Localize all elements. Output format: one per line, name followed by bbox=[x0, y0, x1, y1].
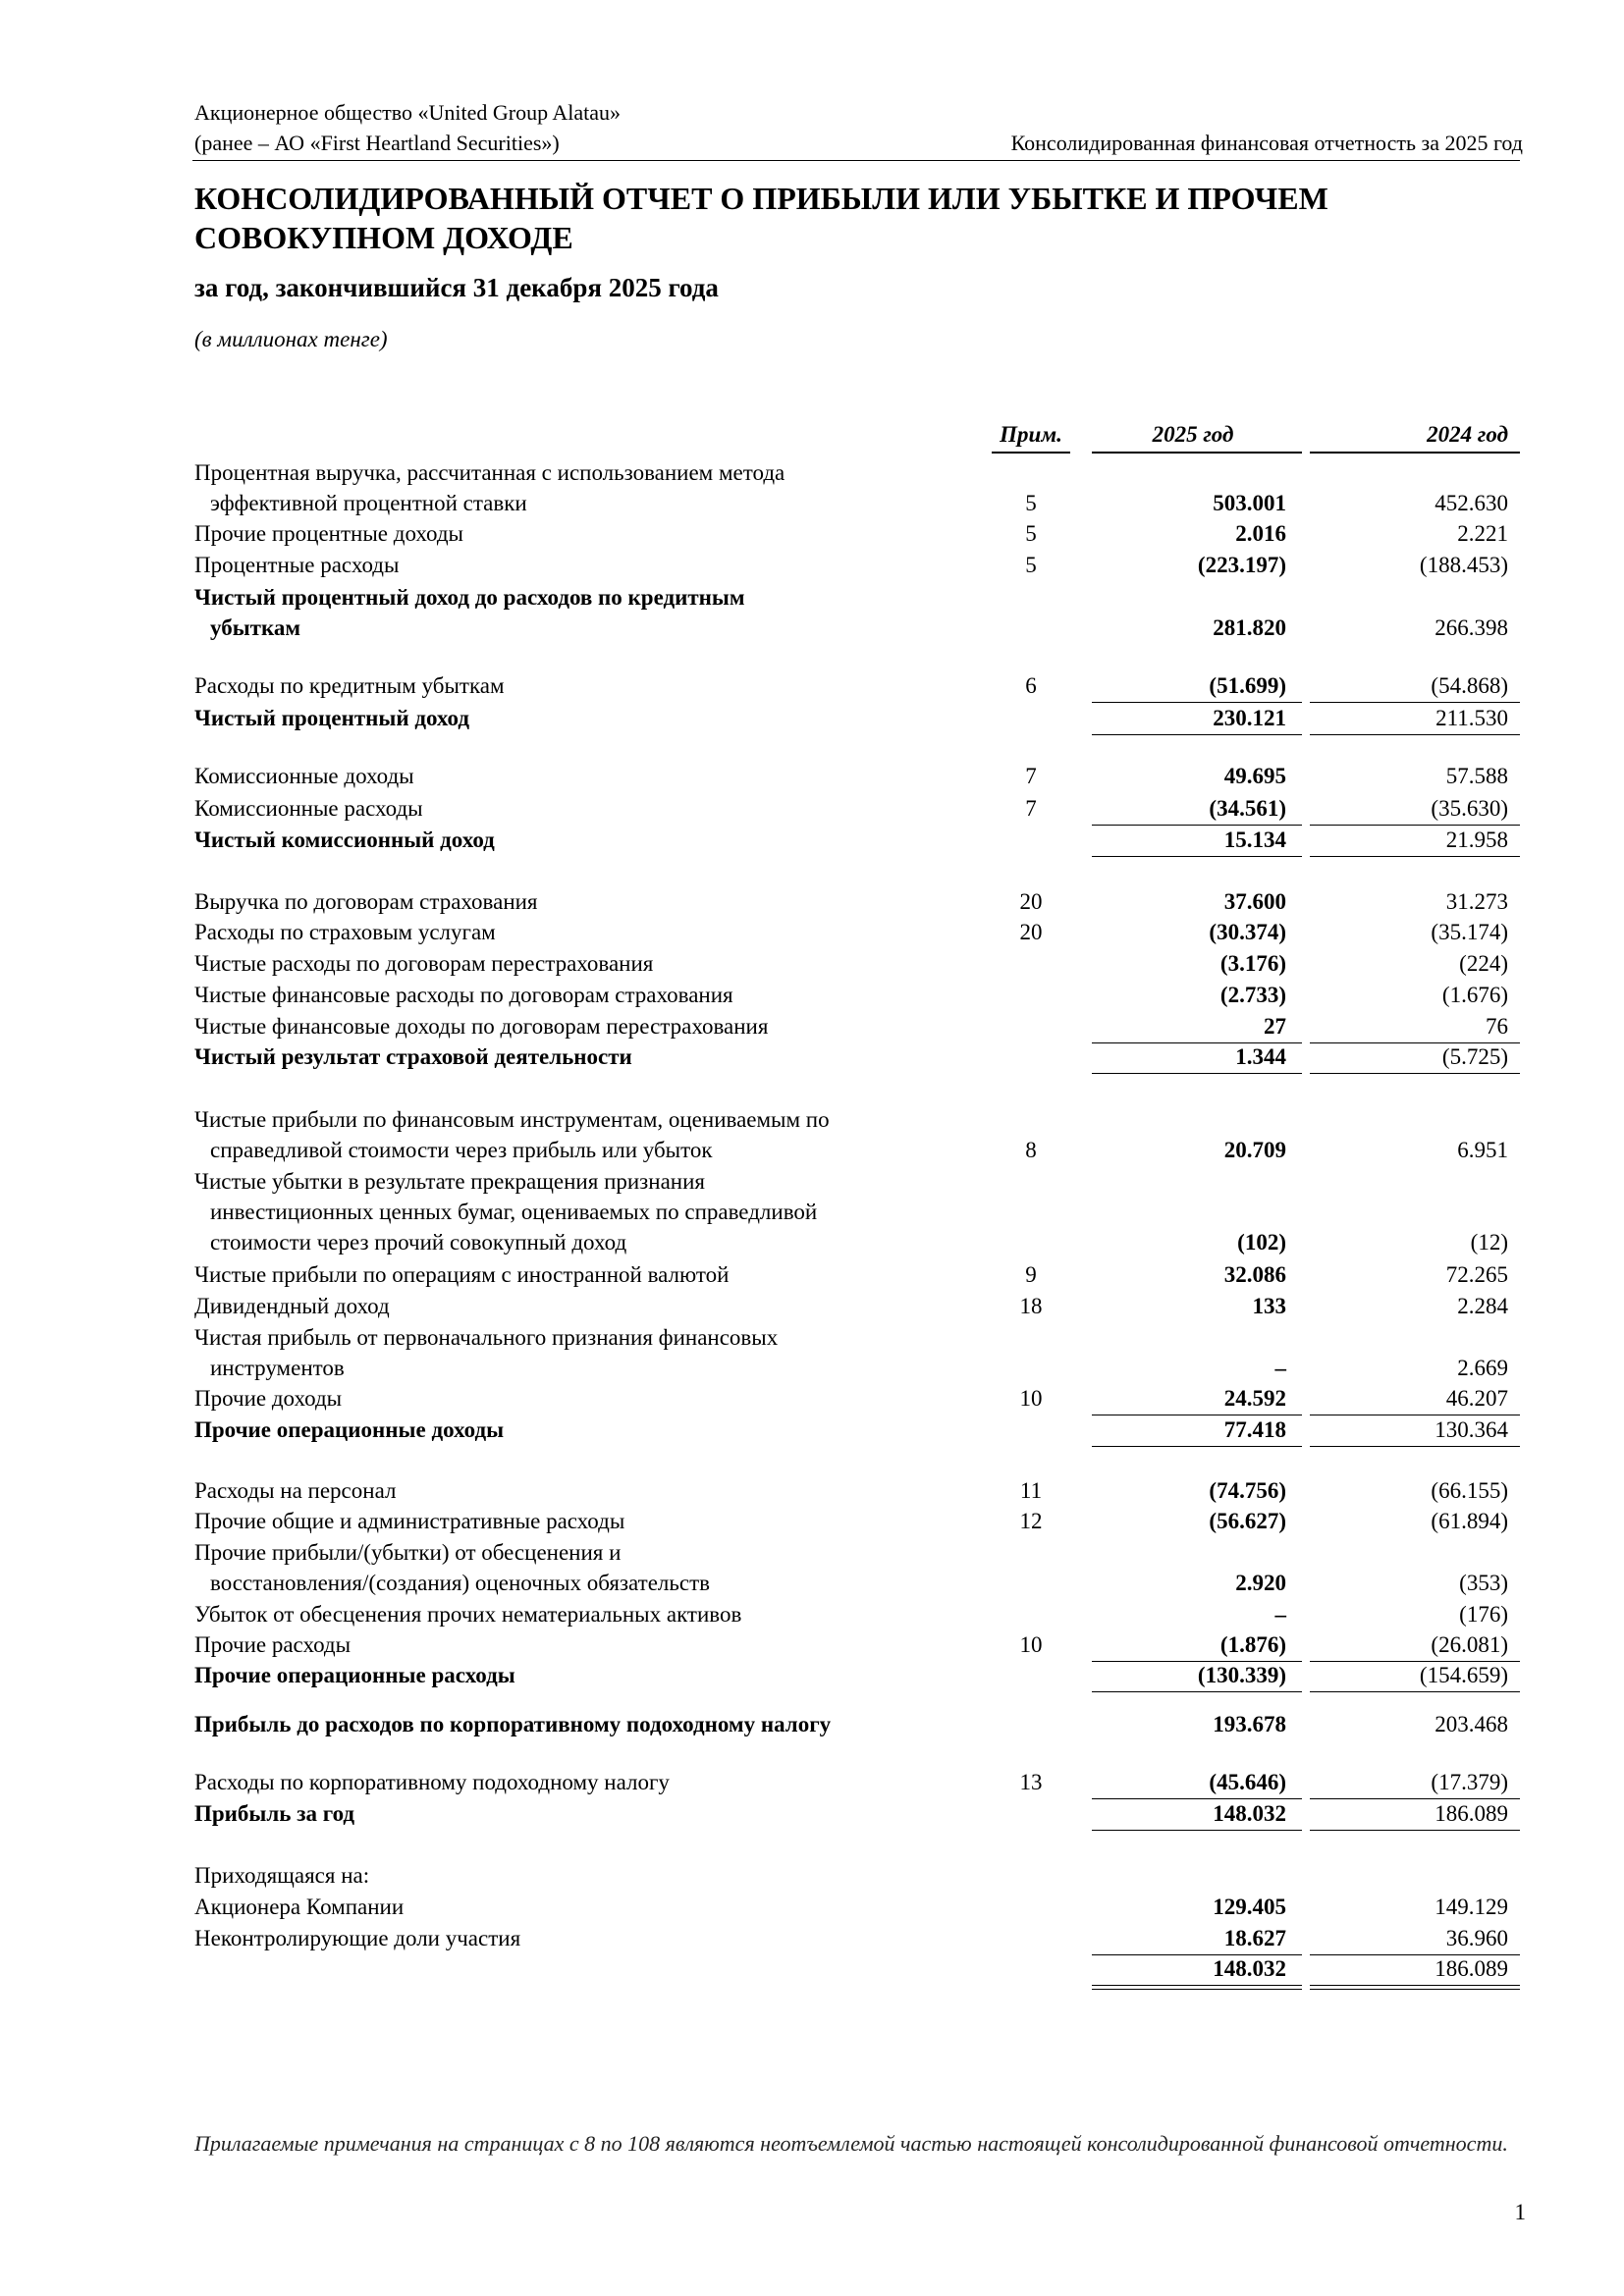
row-label bbox=[194, 518, 1009, 549]
table-row bbox=[0, 1322, 1624, 1383]
row-label bbox=[194, 1291, 1009, 1321]
row-value-2025: 503.001 bbox=[1213, 491, 1286, 515]
row-label bbox=[194, 980, 1009, 1010]
table-row bbox=[0, 1660, 1624, 1690]
row-value-2024: (12) bbox=[1470, 1230, 1508, 1255]
row-value-2024: 186.089 bbox=[1435, 1956, 1508, 1981]
table-row bbox=[0, 1709, 1624, 1739]
row-value-2024: (5.725) bbox=[1441, 1044, 1508, 1069]
subtotal-rule bbox=[1310, 1691, 1520, 1692]
row-value-2025: 77.418 bbox=[1223, 1417, 1286, 1442]
table-row bbox=[0, 1104, 1624, 1165]
statement-period: за год, закончившийся 31 декабря 2025 года bbox=[194, 273, 719, 302]
row-note-ref: 8 bbox=[1025, 1138, 1037, 1162]
row-value-2024: (26.081) bbox=[1431, 1632, 1508, 1657]
row-value-2025: 2.016 bbox=[1235, 521, 1286, 546]
row-label-line: стоимости через прочий совокупный доход bbox=[210, 1230, 627, 1255]
subtotal-rule bbox=[1092, 1691, 1302, 1692]
row-label bbox=[194, 1629, 1009, 1660]
row-value-2025: 148.032 bbox=[1213, 1801, 1286, 1826]
row-label bbox=[194, 1166, 1009, 1257]
row-value-2025: 20.709 bbox=[1223, 1138, 1286, 1162]
column-header-2025: 2025 год bbox=[1152, 422, 1234, 447]
row-note-ref: 11 bbox=[1019, 1478, 1043, 1503]
row-value-2024: 31.273 bbox=[1445, 889, 1508, 914]
row-value-2024: (154.659) bbox=[1419, 1663, 1508, 1687]
row-label-line: Прибыль за год bbox=[194, 1801, 355, 1826]
page-number: 1 bbox=[1514, 2200, 1526, 2224]
row-label-line: Убыток от обесценения прочих нематериальных активов bbox=[194, 1602, 742, 1627]
row-label-line: Чистый процентный доход до расходов по кредитным bbox=[194, 585, 745, 610]
row-value-2025: (45.646) bbox=[1209, 1770, 1286, 1794]
table-row bbox=[0, 1383, 1624, 1414]
row-value-2025: 49.695 bbox=[1223, 764, 1286, 788]
row-value-2024: (61.894) bbox=[1431, 1509, 1508, 1533]
row-label-line: Чистые прибыли по операциям с иностранной валютой bbox=[194, 1262, 730, 1287]
row-value-2025: (51.699) bbox=[1209, 673, 1286, 698]
row-value-2025: 2.920 bbox=[1235, 1571, 1286, 1595]
row-label bbox=[194, 703, 1009, 733]
row-label-line: Чистый результат страховой деятельности bbox=[194, 1044, 632, 1069]
row-label bbox=[194, 1011, 1009, 1041]
row-value-2025: (3.176) bbox=[1219, 951, 1286, 976]
row-note-ref: 6 bbox=[1025, 673, 1037, 698]
row-value-2025: (56.627) bbox=[1209, 1509, 1286, 1533]
row-label-line: Расходы по кредитным убыткам bbox=[194, 673, 505, 698]
row-label-line: Расходы на персонал bbox=[194, 1478, 397, 1503]
row-label-line: Чистый комиссионный доход bbox=[194, 828, 495, 852]
subtotal-rule bbox=[1310, 1446, 1520, 1447]
table-row bbox=[0, 1475, 1624, 1506]
table-row bbox=[0, 1011, 1624, 1041]
row-label-line: Комиссионные расходы bbox=[194, 796, 423, 821]
row-label bbox=[194, 1322, 1009, 1383]
row-label bbox=[194, 1660, 1009, 1690]
row-value-2024: 2.669 bbox=[1457, 1356, 1508, 1380]
row-label bbox=[194, 1923, 1009, 1953]
table-row bbox=[0, 1953, 1624, 1984]
row-value-2025: 281.820 bbox=[1213, 615, 1286, 640]
row-value-2025: (34.561) bbox=[1209, 796, 1286, 821]
row-value-2025: (30.374) bbox=[1209, 920, 1286, 944]
company-former-name: (ранее – АО «First Heartland Securities») bbox=[194, 131, 560, 155]
row-value-2025: 129.405 bbox=[1213, 1895, 1286, 1919]
table-row bbox=[0, 980, 1624, 1010]
row-value-2024: (54.868) bbox=[1431, 673, 1508, 698]
row-label bbox=[194, 1892, 1009, 1922]
row-value-2024: 76 bbox=[1486, 1014, 1508, 1039]
row-value-2025: 27 bbox=[1264, 1014, 1286, 1039]
row-label-line: Прочие процентные доходы bbox=[194, 521, 464, 546]
table-row bbox=[0, 761, 1624, 791]
row-value-2025: – bbox=[1274, 1602, 1286, 1627]
row-label-line: инструментов bbox=[210, 1356, 345, 1380]
table-row bbox=[0, 670, 1624, 701]
row-value-2025: (102) bbox=[1237, 1230, 1286, 1255]
row-value-2025: (2.733) bbox=[1219, 983, 1286, 1007]
row-label bbox=[194, 1709, 1009, 1739]
row-value-2024: 130.364 bbox=[1435, 1417, 1508, 1442]
row-value-2024: (17.379) bbox=[1431, 1770, 1508, 1794]
row-note-ref: 18 bbox=[1019, 1294, 1043, 1318]
row-label-line: Прочие прибыли/(убытки) от обесценения и bbox=[194, 1540, 622, 1565]
table-row bbox=[0, 457, 1624, 518]
row-value-2025: 193.678 bbox=[1213, 1712, 1286, 1736]
row-label bbox=[194, 1798, 1009, 1829]
row-label bbox=[194, 1041, 1009, 1072]
row-label-line: Приходящаяся на: bbox=[194, 1863, 370, 1888]
row-label-line: Прочие операционные расходы bbox=[194, 1663, 515, 1687]
subtotal-rule bbox=[1310, 1073, 1520, 1074]
row-value-2024: 149.129 bbox=[1435, 1895, 1508, 1919]
table-row bbox=[0, 1506, 1624, 1536]
row-value-2024: 211.530 bbox=[1435, 706, 1508, 730]
row-note-ref: 5 bbox=[1025, 491, 1037, 515]
row-label bbox=[194, 1599, 1009, 1629]
row-note-ref: 7 bbox=[1025, 764, 1037, 788]
row-value-2025: 37.600 bbox=[1223, 889, 1286, 914]
row-label-line: восстановления/(создания) оценочных обязательств bbox=[210, 1571, 710, 1595]
row-label-line: Неконтролирующие доли участия bbox=[194, 1926, 521, 1950]
row-value-2024: 46.207 bbox=[1445, 1386, 1508, 1411]
row-value-2024: 6.951 bbox=[1457, 1138, 1508, 1162]
table-row bbox=[0, 1537, 1624, 1598]
row-label-line: Процентные расходы bbox=[194, 553, 400, 577]
table-row bbox=[0, 1892, 1624, 1922]
table-row bbox=[0, 1166, 1624, 1257]
table-row bbox=[0, 1860, 1624, 1891]
row-label bbox=[194, 1767, 1009, 1797]
row-label bbox=[194, 582, 1009, 643]
row-value-2024: 36.960 bbox=[1445, 1926, 1508, 1950]
row-label-line: Чистый процентный доход bbox=[194, 706, 470, 730]
row-note-ref: 9 bbox=[1025, 1262, 1037, 1287]
subtotal-rule bbox=[1310, 1830, 1520, 1831]
row-value-2024: (66.155) bbox=[1431, 1478, 1508, 1503]
row-label-line: Комиссионные доходы bbox=[194, 764, 414, 788]
row-label bbox=[194, 1475, 1009, 1506]
subtotal-rule bbox=[1092, 856, 1302, 857]
column-header-note: Прим. bbox=[1000, 422, 1062, 447]
row-label bbox=[194, 1506, 1009, 1536]
table-row bbox=[0, 1041, 1624, 1072]
row-value-2025: 230.121 bbox=[1213, 706, 1286, 730]
row-label-line: Прочие операционные доходы bbox=[194, 1417, 505, 1442]
row-label bbox=[194, 825, 1009, 855]
row-label-line: Расходы по страховым услугам bbox=[194, 920, 496, 944]
row-value-2024: 21.958 bbox=[1445, 828, 1508, 852]
subtotal-rule bbox=[1092, 734, 1302, 735]
row-label bbox=[194, 761, 1009, 791]
row-value-2025: 1.344 bbox=[1235, 1044, 1286, 1069]
row-value-2025: (1.876) bbox=[1219, 1632, 1286, 1657]
row-value-2025: 32.086 bbox=[1223, 1262, 1286, 1287]
subtotal-rule bbox=[1092, 1073, 1302, 1074]
row-value-2024: (176) bbox=[1459, 1602, 1508, 1627]
row-label bbox=[194, 886, 1009, 917]
row-label-line: инвестиционных ценных бумаг, оцениваемых по справедливой bbox=[210, 1200, 818, 1224]
table-row bbox=[0, 1415, 1624, 1445]
row-label bbox=[194, 457, 1009, 518]
row-label-line: Чистые прибыли по финансовым инструментам, оцениваемым по bbox=[194, 1107, 830, 1132]
table-row bbox=[0, 1599, 1624, 1629]
table-row bbox=[0, 1259, 1624, 1290]
column-header-2024: 2024 год bbox=[1427, 422, 1508, 447]
row-note-ref: 12 bbox=[1019, 1509, 1043, 1533]
row-label bbox=[194, 948, 1009, 979]
row-value-2024: 2.284 bbox=[1457, 1294, 1508, 1318]
row-label-line: эффективной процентной ставки bbox=[210, 491, 527, 515]
row-label-line: Чистые расходы по договорам перестрахования bbox=[194, 951, 654, 976]
row-value-2024: 57.588 bbox=[1445, 764, 1508, 788]
row-label bbox=[194, 670, 1009, 701]
row-value-2025: 15.134 bbox=[1223, 828, 1286, 852]
row-label-line: Чистые убытки в результате прекращения признания bbox=[194, 1169, 705, 1194]
row-note-ref: 10 bbox=[1019, 1632, 1043, 1657]
row-note-ref: 13 bbox=[1019, 1770, 1043, 1794]
row-label-line: Прочие общие и административные расходы bbox=[194, 1509, 625, 1533]
row-label bbox=[194, 1104, 1009, 1165]
row-label-line: Акционера Компании bbox=[194, 1895, 405, 1919]
row-label-line: убыткам bbox=[210, 615, 301, 640]
row-value-2025: (74.756) bbox=[1209, 1478, 1286, 1503]
row-note-ref: 10 bbox=[1019, 1386, 1043, 1411]
row-value-2024: 266.398 bbox=[1435, 615, 1508, 640]
row-label-line: Прочие доходы bbox=[194, 1386, 343, 1411]
row-value-2024: 186.089 bbox=[1435, 1801, 1508, 1826]
row-note-ref: 5 bbox=[1025, 521, 1037, 546]
company-name: Акционерное общество «United Group Alatau» bbox=[194, 100, 622, 125]
footer-note: Прилагаемые примечания на страницах с 8 по 108 являются неотъемлемой частью настоящей консолидированной финансовой отчетности. bbox=[194, 2131, 1508, 2156]
row-label-line: Процентная выручка, рассчитанная с использованием метода bbox=[194, 460, 785, 485]
row-value-2025: (130.339) bbox=[1197, 1663, 1286, 1687]
row-value-2024: (353) bbox=[1459, 1571, 1508, 1595]
row-value-2025: 18.627 bbox=[1223, 1926, 1286, 1950]
row-value-2025: 148.032 bbox=[1213, 1956, 1286, 1981]
table-row bbox=[0, 703, 1624, 733]
row-label-line: справедливой стоимости через прибыль или убыток bbox=[210, 1138, 713, 1162]
table-row bbox=[0, 1629, 1624, 1660]
row-label bbox=[194, 917, 1009, 947]
row-value-2024: 203.468 bbox=[1435, 1712, 1508, 1736]
table-row bbox=[0, 550, 1624, 580]
table-row bbox=[0, 917, 1624, 947]
row-label-line: Прочие расходы bbox=[194, 1632, 352, 1657]
row-value-2024: (35.630) bbox=[1431, 796, 1508, 821]
table-row bbox=[0, 518, 1624, 549]
subtotal-rule bbox=[1092, 1446, 1302, 1447]
total-double-underline bbox=[1092, 1985, 1302, 1990]
table-row bbox=[0, 825, 1624, 855]
row-label bbox=[194, 1259, 1009, 1290]
row-label bbox=[194, 1383, 1009, 1414]
row-value-2024: (1.676) bbox=[1441, 983, 1508, 1007]
table-row bbox=[0, 1767, 1624, 1797]
row-value-2024: (224) bbox=[1459, 951, 1508, 976]
table-row bbox=[0, 793, 1624, 824]
report-header-title: Консолидированная финансовая отчетность за 2025 год bbox=[1010, 131, 1523, 155]
table-row bbox=[0, 1923, 1624, 1953]
row-value-2024: (188.453) bbox=[1419, 553, 1508, 577]
table-row bbox=[0, 886, 1624, 917]
row-label-line: Чистая прибыль от первоначального признания финансовых bbox=[194, 1325, 779, 1350]
row-label-line: Расходы по корпоративному подоходному налогу bbox=[194, 1770, 670, 1794]
row-value-2025: 133 bbox=[1252, 1294, 1286, 1318]
row-value-2025: (223.197) bbox=[1197, 553, 1286, 577]
row-note-ref: 20 bbox=[1019, 920, 1043, 944]
row-value-2024: (35.174) bbox=[1431, 920, 1508, 944]
row-value-2024: 2.221 bbox=[1457, 521, 1508, 546]
row-label bbox=[194, 1537, 1009, 1598]
row-note-ref: 20 bbox=[1019, 889, 1043, 914]
row-label-line: Дивидендный доход bbox=[194, 1294, 390, 1318]
row-label-line: Чистые финансовые расходы по договорам страхования bbox=[194, 983, 733, 1007]
table-row bbox=[0, 948, 1624, 979]
subtotal-rule bbox=[1310, 856, 1520, 857]
row-note-ref: 5 bbox=[1025, 553, 1037, 577]
statement-title-line-2: СОВОКУПНОМ ДОХОДЕ bbox=[194, 220, 573, 255]
row-label-line: Прибыль до расходов по корпоративному подоходному налогу bbox=[194, 1712, 832, 1736]
row-value-2024: 452.630 bbox=[1435, 491, 1508, 515]
row-label-line: Чистые финансовые доходы по договорам перестрахования bbox=[194, 1014, 769, 1039]
subtotal-rule bbox=[1310, 734, 1520, 735]
total-double-underline bbox=[1310, 1985, 1520, 1990]
table-row bbox=[0, 1291, 1624, 1321]
row-label bbox=[194, 1415, 1009, 1445]
row-value-2025: – bbox=[1274, 1356, 1286, 1380]
statement-title-line-1: КОНСОЛИДИРОВАННЫЙ ОТЧЕТ О ПРИБЫЛИ ИЛИ УБЫТКЕ И ПРОЧЕМ bbox=[194, 181, 1328, 216]
table-row bbox=[0, 1798, 1624, 1829]
row-value-2024: 72.265 bbox=[1445, 1262, 1508, 1287]
subtotal-rule bbox=[1092, 1830, 1302, 1831]
row-label bbox=[194, 1860, 1009, 1891]
row-value-2025: 24.592 bbox=[1223, 1386, 1286, 1411]
row-note-ref: 7 bbox=[1025, 796, 1037, 821]
table-row bbox=[0, 582, 1624, 643]
row-label bbox=[194, 550, 1009, 580]
row-label bbox=[194, 793, 1009, 824]
row-label-line: Выручка по договорам страхования bbox=[194, 889, 538, 914]
statement-units: (в миллионах тенге) bbox=[194, 327, 388, 351]
